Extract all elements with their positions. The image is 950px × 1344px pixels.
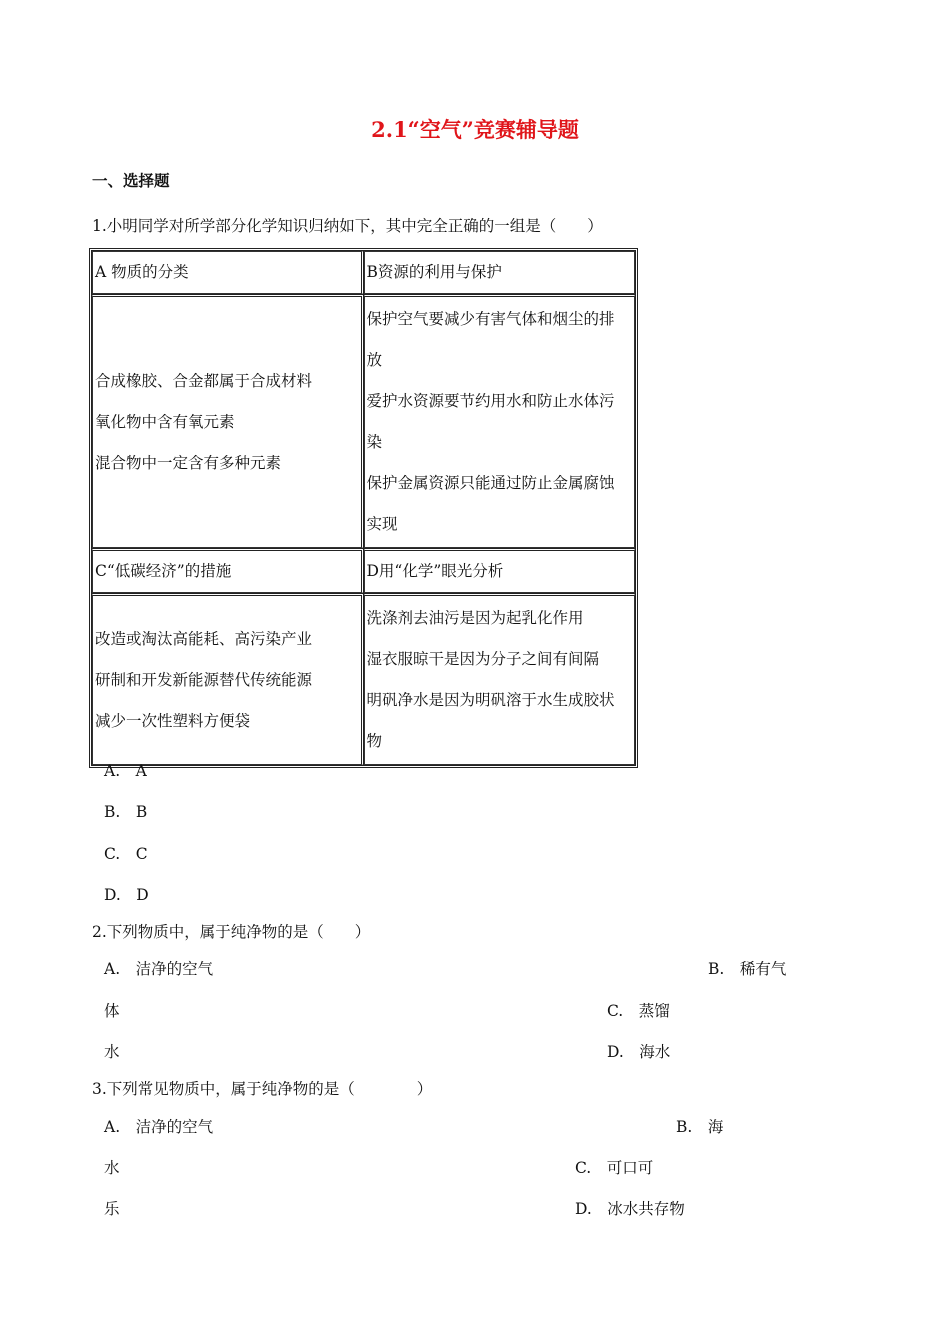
document-title: 2.1“空气”竞赛辅导题 [371, 117, 579, 142]
q3-option-d[interactable]: D. 冰水共存物 [575, 1200, 685, 1218]
q1-option-b[interactable]: B. B [104, 803, 148, 821]
q1-option-d[interactable]: D. D [104, 886, 149, 904]
cell-c-line: 改造或淘汰高能耗、高污染产业 [95, 629, 313, 648]
question-2-stem: 2.下列物质中，属于纯净物的是（ ） [92, 923, 371, 941]
cell-d-line: 明矾净水是因为明矾溶于水生成胶状 [366, 691, 615, 709]
cell-b-line: 实现 [366, 515, 398, 533]
cell-d-body [364, 593, 636, 765]
question-1-stem: 1.小明同学对所学部分化学知识归纳如下，其中完全正确的一组是（ ） [92, 217, 603, 235]
q3-option-a[interactable]: A. 洁净的空气 [104, 1118, 214, 1136]
cell-b-body [364, 294, 636, 548]
cell-d-line: 洗涤剂去油污是因为起乳化作用 [366, 609, 584, 627]
q3-option-c-continued: 乐 [104, 1200, 120, 1218]
cell-d-line: 物 [366, 732, 383, 750]
cell-a-line: 氧化物中含有氧元素 [95, 412, 235, 431]
cell-b-line: 放 [366, 351, 383, 369]
cell-c-line: 减少一次性塑料方便袋 [95, 711, 251, 730]
cell-a-heading: A 物质的分类 [92, 251, 364, 294]
cell-c-line: 研制和开发新能源替代传统能源 [95, 670, 313, 689]
q3-option-b-continued: 水 [104, 1159, 120, 1177]
cell-b-line: 爱护水资源要节约用水和防止水体污 [366, 392, 615, 410]
q1-option-c[interactable]: C. C [104, 845, 148, 863]
cell-a-line: 混合物中一定含有多种元素 [95, 453, 282, 472]
cell-c-heading: C“低碳经济”的措施 [92, 548, 364, 593]
q2-option-a[interactable]: A. 洁净的空气 [104, 960, 214, 978]
q2-option-c[interactable]: C. 蒸馏 [607, 1002, 670, 1020]
cell-b-line: 染 [366, 433, 383, 451]
cell-d-line: 湿衣服晾干是因为分子之间有间隔 [366, 650, 600, 668]
q2-option-b-continued: 体 [104, 1002, 120, 1020]
q3-option-b[interactable]: B. 海 [676, 1118, 724, 1136]
q2-option-d[interactable]: D. 海水 [607, 1043, 671, 1061]
q1-option-a[interactable]: A. A [104, 762, 147, 780]
cell-a-body [92, 294, 364, 548]
cell-b-line: 保护金属资源只能通过防止金属腐蚀 [366, 474, 615, 492]
q3-option-c[interactable]: C. 可口可 [575, 1159, 654, 1177]
question-3-stem: 3.下列常见物质中，属于纯净物的是（ ） [92, 1080, 433, 1098]
cell-a-line: 合成橡胶、合金都属于合成材料 [95, 371, 313, 390]
q2-option-c-continued: 水 [104, 1043, 120, 1061]
q2-option-b[interactable]: B. 稀有气 [708, 960, 787, 978]
cell-b-heading: B资源的利用与保护 [364, 251, 636, 294]
cell-b-line: 保护空气要减少有害气体和烟尘的排 [366, 310, 615, 328]
question-1-table [89, 248, 638, 768]
section-heading: 一、选择题 [92, 171, 170, 190]
cell-c-body [92, 593, 364, 765]
cell-d-heading: D用“化学”眼光分析 [364, 548, 636, 593]
